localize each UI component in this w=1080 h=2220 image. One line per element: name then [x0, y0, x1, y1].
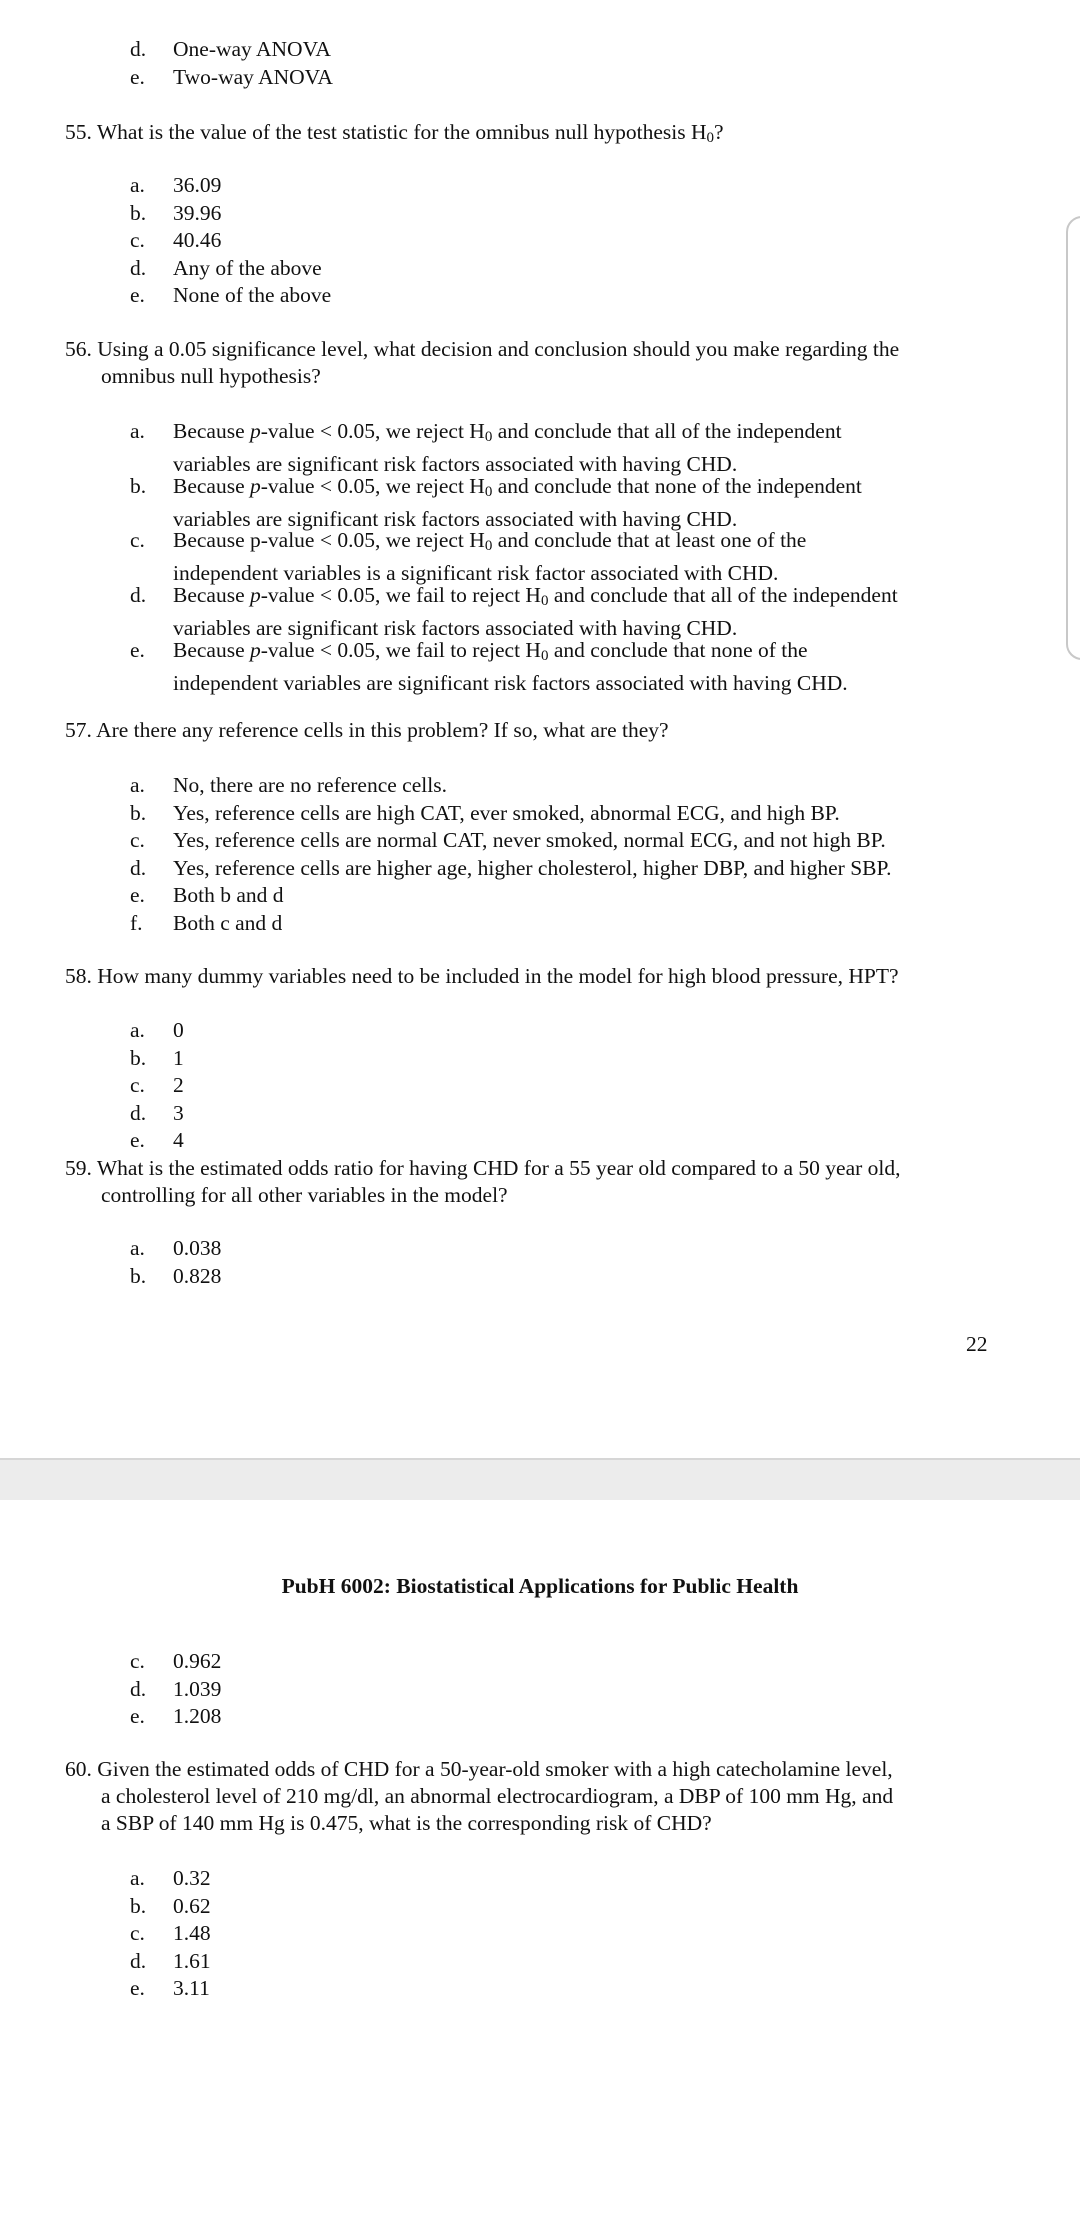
question-60: [65, 1756, 893, 1783]
option-letter: c.: [130, 1921, 145, 1945]
option-text: Two-way ANOVA: [173, 64, 333, 89]
option-letter: b.: [130, 1045, 147, 1070]
option-text: 2: [173, 1073, 184, 1097]
option-letter: a.: [130, 1018, 145, 1042]
option-text: 4: [173, 1128, 184, 1152]
option-text: 39.96: [173, 200, 222, 225]
option-letter: d.: [130, 855, 147, 880]
option-letter: e.: [130, 1128, 145, 1152]
option-letter: a.: [130, 1236, 145, 1260]
option-text: 0.62: [173, 1893, 211, 1918]
option-letter: b.: [130, 1893, 147, 1918]
option-letter: e.: [130, 64, 145, 89]
question-text-cont: a SBP of 140 mm Hg is 0.475, what is the corresponding risk of CHD?: [101, 1811, 712, 1835]
question-number: 58.: [65, 964, 92, 988]
option-text: 36.09: [173, 173, 222, 197]
question-59: [65, 1155, 901, 1182]
option-text: 0.962: [173, 1649, 222, 1673]
option-letter: d.: [130, 37, 147, 61]
option-letter: d.: [130, 583, 147, 608]
option-letter: c.: [130, 1649, 145, 1673]
option-letter: e.: [130, 283, 145, 307]
option-letter: b.: [130, 1263, 147, 1288]
option-text: Yes, reference cells are normal CAT, never smoked, normal ECG, and not high BP.: [173, 828, 886, 852]
option-text: Because p-value < 0.05, we reject H0 and conclude that at least one of the independent variables is a significant risk factor associated with CHD.: [173, 528, 807, 586]
page-number: 22: [966, 1332, 988, 1356]
option-text: Both b and d: [173, 883, 284, 907]
option-letter: e.: [130, 1704, 145, 1728]
option-letter: a.: [130, 1866, 145, 1890]
document-page-23: [0, 1500, 1080, 2220]
question-56: [65, 336, 899, 363]
question-number: 55.: [65, 120, 92, 144]
option-text: None of the above: [173, 283, 332, 307]
question-text-cont: controlling for all other variables in the model?: [101, 1183, 508, 1207]
option-letter: d.: [130, 1948, 147, 1973]
option-letter: a.: [130, 773, 145, 797]
option-text: Both c and d: [173, 910, 283, 935]
option-letter: d.: [130, 255, 147, 280]
option-text: 1.61: [173, 1948, 211, 1973]
question-number: 56.: [65, 337, 92, 361]
question-number: 60.: [65, 1757, 92, 1781]
question-text-cont: omnibus null hypothesis?: [101, 364, 321, 388]
option-text: Because p-value < 0.05, we reject H0 and conclude that all of the independent variables are significant risk factors associated with having CHD.: [173, 419, 842, 476]
question-58: [65, 963, 899, 990]
option-letter: d.: [130, 1676, 147, 1701]
option-letter: f.: [130, 910, 143, 935]
option-text: Any of the above: [173, 255, 322, 280]
option-text: One-way ANOVA: [173, 37, 331, 61]
option-letter: a.: [130, 173, 145, 197]
question-number: 57.: [65, 718, 92, 742]
question-tail: ?: [714, 120, 724, 144]
option-letter: c.: [130, 1073, 145, 1097]
option-text: Because p-value < 0.05, we fail to reject H0 and conclude that none of the independent variables are significant risk factors associated with having CHD.: [173, 637, 848, 695]
question-text: What is the value of the test statistic for the omnibus null hypothesis H: [96, 120, 707, 144]
option-text: No, there are no reference cells.: [173, 773, 447, 797]
option-letter: b.: [130, 800, 147, 825]
option-text: Because p-value < 0.05, we fail to reject H0 and conclude that all of the independent variables are significant risk factors associated with having CHD.: [173, 583, 898, 641]
option-text: 0.32: [173, 1866, 211, 1890]
page-gap: [0, 1458, 1080, 1502]
scroll-handle[interactable]: [1066, 216, 1080, 660]
option-letter: b.: [130, 473, 147, 498]
question-57: [65, 717, 669, 744]
option-text: 0: [173, 1018, 184, 1042]
option-letter: e.: [130, 1976, 145, 2000]
option-letter: b.: [130, 200, 147, 225]
option-text: 3: [173, 1100, 184, 1125]
question-number: 59.: [65, 1156, 92, 1180]
option-text: 3.11: [173, 1976, 210, 2000]
question-text: Given the estimated odds of CHD for a 50-year-old smoker with a high catecholamine level,: [97, 1757, 893, 1781]
option-letter: a.: [130, 419, 145, 443]
option-letter: d.: [130, 1100, 147, 1125]
option-letter: c.: [130, 528, 145, 553]
question-55: [65, 119, 724, 152]
option-text: 0.038: [173, 1236, 222, 1260]
option-text: Yes, reference cells are higher age, higher cholesterol, higher DBP, and higher SBP.: [173, 855, 892, 880]
option-text: Yes, reference cells are high CAT, ever smoked, abnormal ECG, and high BP.: [173, 800, 840, 825]
option-letter: c.: [130, 828, 145, 852]
option-text: 40.46: [173, 228, 222, 252]
option-text: 1.208: [173, 1704, 222, 1728]
question-text: Are there any reference cells in this problem? If so, what are they?: [96, 718, 669, 742]
option-letter: e.: [130, 637, 145, 662]
question-text-cont: a cholesterol level of 210 mg/dl, an abnormal electrocardiogram, a DBP of 100 mm Hg, and: [101, 1784, 894, 1808]
option-text: 1.48: [173, 1921, 211, 1945]
question-text: What is the estimated odds ratio for having CHD for a 55 year old compared to a 50 year old,: [96, 1156, 901, 1180]
option-letter: c.: [130, 228, 145, 252]
question-text: Using a 0.05 significance level, what decision and conclusion should you make regarding the: [97, 337, 900, 361]
subscript: 0: [706, 130, 715, 146]
option-letter: e.: [130, 883, 145, 907]
option-text: Because p-value < 0.05, we reject H0 and conclude that none of the independent variables are significant risk factors associated with having CHD.: [173, 473, 862, 531]
page-header: PubH 6002: Biostatistical Applications for Public Health: [281, 1574, 799, 1598]
option-text: 1: [173, 1045, 184, 1070]
option-text: 1.039: [173, 1676, 222, 1701]
option-text: 0.828: [173, 1263, 222, 1288]
question-text: How many dummy variables need to be included in the model for high blood pressure, HPT?: [97, 964, 899, 988]
